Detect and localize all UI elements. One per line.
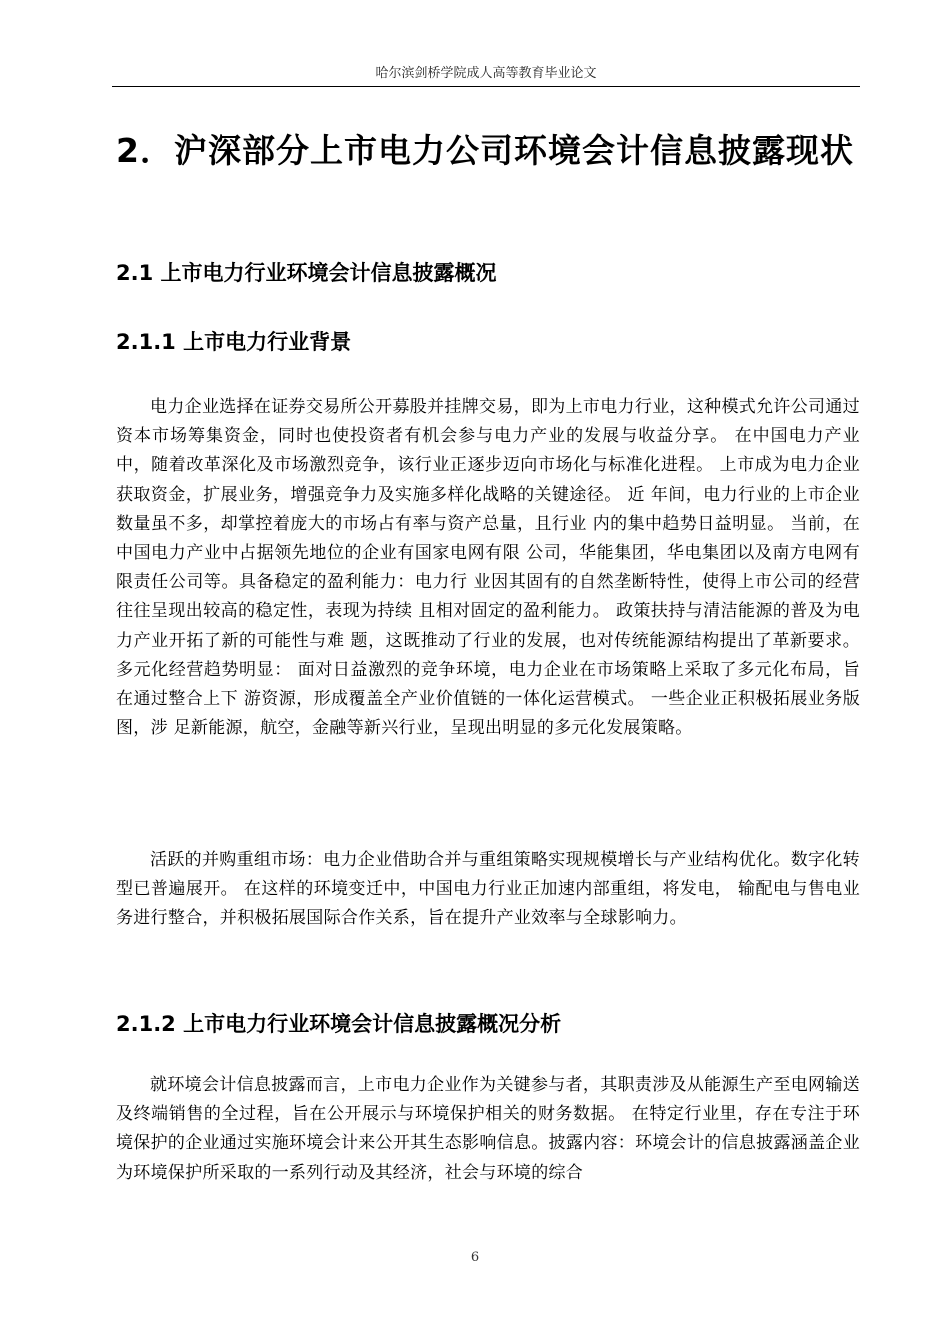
header-divider (112, 86, 860, 87)
page-number: 6 (470, 1250, 480, 1265)
body-paragraph: 电力企业选择在证券交易所公开募股并挂牌交易，即为上市电力行业，这种模式允许公司通过资本市场筹集资金，同时也使投资者有机会参与电力产业的发展与收益分享。 在中国电力产业中，随着改革深化及市场激烈竞争，该行业正逐步迈向市场化与标准化进程。 上市成为电力企业获取资金，扩展业务，增强竞争力及实施多样化战略的关键途径。 近 年间，电力行业的上市企业数量虽不多，却掌控着庞大的市场占有率与资产总量，且行业 内的集中趋势日益明显。 当前，在中国电力产业中占据领先地位的企业有国家电网有限 公司，华能集团，华电集团以及南方电网有限责任公司等。具备稳定的盈利能力：电力行 业因其固有的自然垄断特性，使得上市公司的经营往往呈现出较高的稳定性，表现为持续 且相对固定的盈利能力。 政策扶持与清洁能源的普及为电力产业开拓了新的可能性与难 题，这既推动了行业的发展，也对传统能源结构提出了革新要求。多元化经营趋势明显： 面对日益激烈的竞争环境，电力企业在市场策略上采取了多元化布局，旨在通过整合上下 游资源，形成覆盖全产业价值链的一体化运营模式。 一些企业正积极拓展业务版图，涉 足新能源，航空，金融等新兴行业，呈现出明显的多元化发展策略。 (116, 397, 860, 739)
body-paragraph: 活跃的并购重组市场：电力企业借助合并与重组策略实现规模增长与产业结构优化。数字化转型已普遍展开。 在这样的环境变迁中，中国电力行业正加速内部重组，将发电， 输配电与售电业务进行整合，并积极拓展国际合作关系，旨在提升产业效率与全球影响力。 (116, 850, 860, 929)
body-paragraph: 就环境会计信息披露而言，上市电力企业作为关键参与者，其职责涉及从能源生产至电网输送及终端销售的全过程，旨在公开展示与环境保护相关的财务数据。 在特定行业里，存在专注于环境保护的企业通过实施环境会计来公开其生态影响信息。披露内容：环境会计的信息披露涵盖企业为环境保护所采取的一系列行动及其经济，社会与环境的综合 (116, 1075, 860, 1183)
section-2-1-1-heading: 2.1.1 上市电力行业背景 (116, 330, 352, 354)
page-header: 哈尔滨剑桥学院成人高等教育毕业论文 (375, 66, 597, 81)
chapter-title: 2．沪深部分上市电力公司环境会计信息披露现状 (116, 131, 854, 170)
section-2-1-2-heading: 2.1.2 上市电力行业环境会计信息披露概况分析 (116, 1012, 562, 1036)
section-2-1-heading: 2.1 上市电力行业环境会计信息披露概况 (116, 261, 497, 285)
